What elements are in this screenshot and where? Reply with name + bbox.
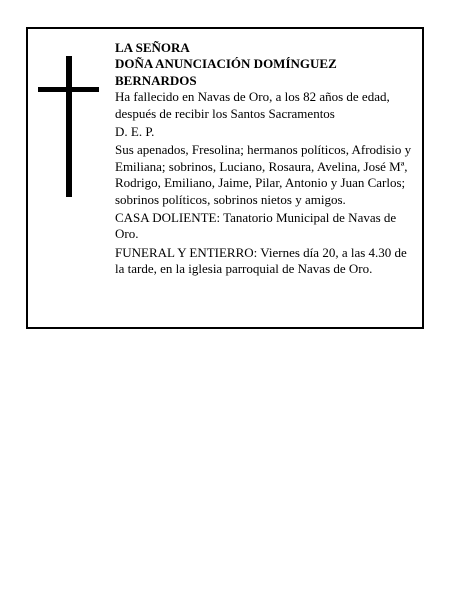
cross-vertical-bar <box>66 56 72 197</box>
mourners-list: Sus apenados, Fresolina; hermanos políticos, Afrodisio y Emiliana; sobrinos, Luciano, Rosaura, Avelina, José Mª, Rodrigo, Emiliano, Jaime, Pilar, Antonio y Juan Carlos; sobrinos políticos, sobrinos nietos y amigos. <box>115 142 412 207</box>
notice-heading-title: LA SEÑORA <box>115 40 190 55</box>
notice-heading-surname: BERNARDOS <box>115 72 197 88</box>
cross-horizontal-bar <box>38 87 99 92</box>
notice-text <box>115 40 417 280</box>
obituary-notice <box>26 27 424 329</box>
death-announcement: Ha fallecido en Navas de Oro, a los 82 años de edad, después de recibir los Santos Sacramentos <box>115 89 390 121</box>
notice-heading-name: DOÑA ANUNCIACIÓN DOMÍNGUEZ <box>115 56 337 72</box>
rest-in-peace: D. E. P. <box>115 124 155 140</box>
funeral-details: FUNERAL Y ENTIERRO: Viernes día 20, a las 4.30 de la tarde, en la iglesia parroquial de Navas de Oro. <box>115 244 407 277</box>
mourning-house: CASA DOLIENTE: Tanatorio Municipal de Navas de Oro. <box>115 210 397 242</box>
